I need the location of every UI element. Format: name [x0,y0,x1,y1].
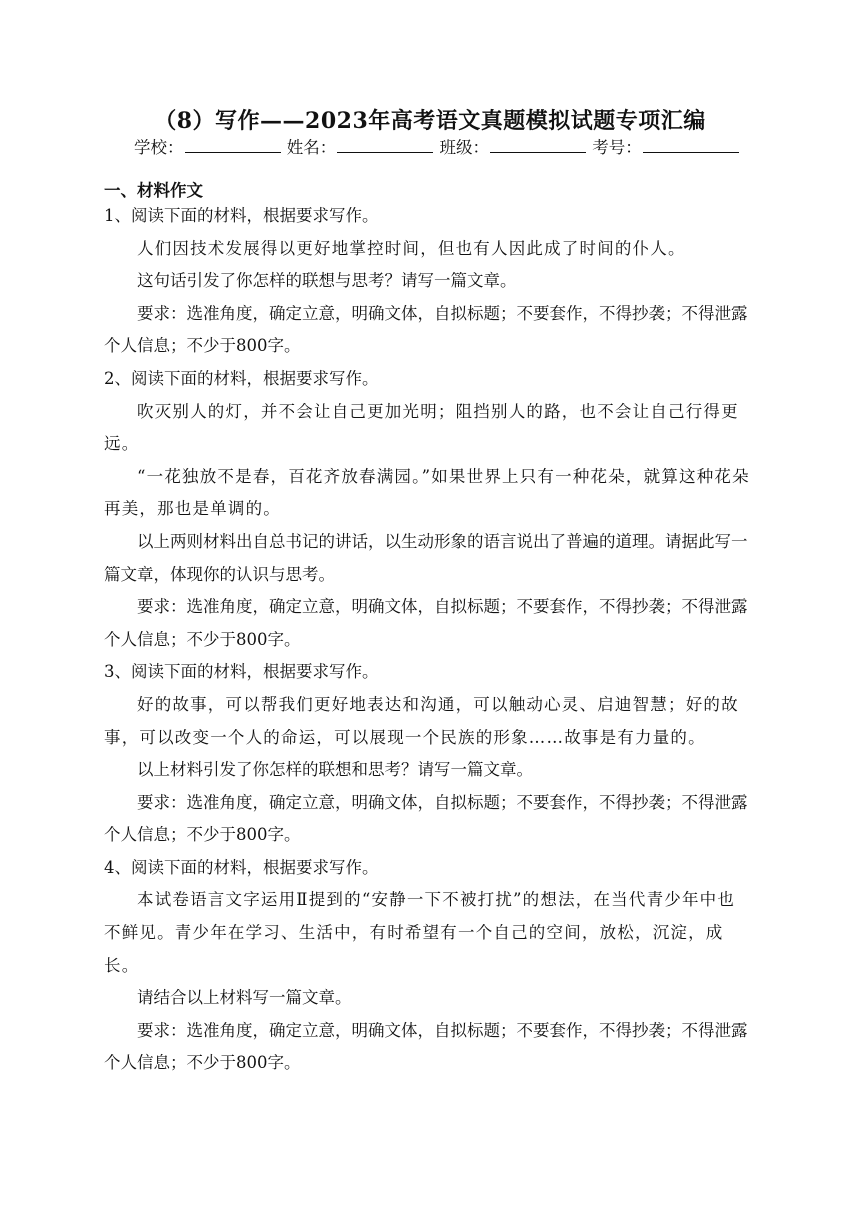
name-label: 姓名： [286,138,337,157]
question-heading: 2、阅读下面的材料，根据要求写作。 [104,368,379,388]
material-paragraph: 好的故事，可以帮我们更好地表达和沟通，可以触动心灵、启迪智慧；好的故事，可以改变一个人的命运，可以展现一个民族的形象……故事是有力量的。 [104,694,739,747]
material-paragraph: “一花独放不是春，百花齐放春满园。”如果世界上只有一种花朵，就算这种花朵再美，那也是单调的。 [104,466,750,519]
name-blank [337,138,433,153]
question-heading: 1、阅读下面的材料，根据要求写作。 [104,206,379,225]
material-paragraph: 人们因技术发展得以更好地掌控时间，但也有人因此成了时间的仆人。 [137,238,686,258]
class-blank [490,138,586,153]
class-label: 班级： [439,138,489,157]
instruction-paragraph: 要求：选准角度，确定立意，明确文体，自拟标题；不要套作，不得抄袭；不得泄露个人信息；不少于800字。 [104,597,748,649]
instruction-paragraph: 请结合以上材料写一篇文章。 [137,988,352,1008]
instruction-paragraph: 要求：选准角度，确定立意，明确文体，自拟标题；不要套作，不得抄袭；不得泄露个人信息；不少于800字。 [104,1020,748,1073]
number-blank [643,138,739,153]
instruction-paragraph: 这句话引发了你怎样的联想与思考？请写一篇文章。 [137,271,517,291]
student-info-line [134,134,740,158]
instruction-paragraph: 以上两则材料出自总书记的讲话，以生动形象的语言说出了普遍的道理。请据此写一篇文章，体现你的认识与思考。 [104,531,748,584]
instruction-paragraph: 以上材料引发了你怎样的联想和思考？请写一篇文章。 [137,760,533,780]
section-heading: 一、材料作文 [104,181,203,200]
school-blank [185,138,281,153]
question-heading: 3、阅读下面的材料，根据要求写作。 [104,662,379,682]
number-label: 考号： [592,138,642,157]
question-content [104,200,752,1080]
instruction-paragraph: 要求：选准角度，确定立意，明确文体，自拟标题；不要套作，不得抄袭；不得泄露个人信息；不少于800字。 [104,792,748,845]
material-paragraph: 本试卷语言文字运用Ⅱ提到的“安静一下不被打扰”的想法，在当代青少年中也不鲜见。青少年在学习、生活中，有时希望有一个自己的空间，放松，沉淀，成长。 [104,890,736,975]
school-label: 学校： [134,138,184,157]
question-heading: 4、阅读下面的材料，根据要求写作。 [104,857,379,877]
document-title: （8）写作——2023年高考语文真题模拟试题专项汇编 [154,108,706,134]
material-paragraph: 吹灭别人的灯，并不会让自己更加光明；阻挡别人的路，也不会让自己行得更远。 [104,401,739,454]
instruction-paragraph: 要求：选准角度，确定立意，明确文体，自拟标题；不要套作，不得抄袭；不得泄露个人信息；不少于800字。 [104,303,748,356]
